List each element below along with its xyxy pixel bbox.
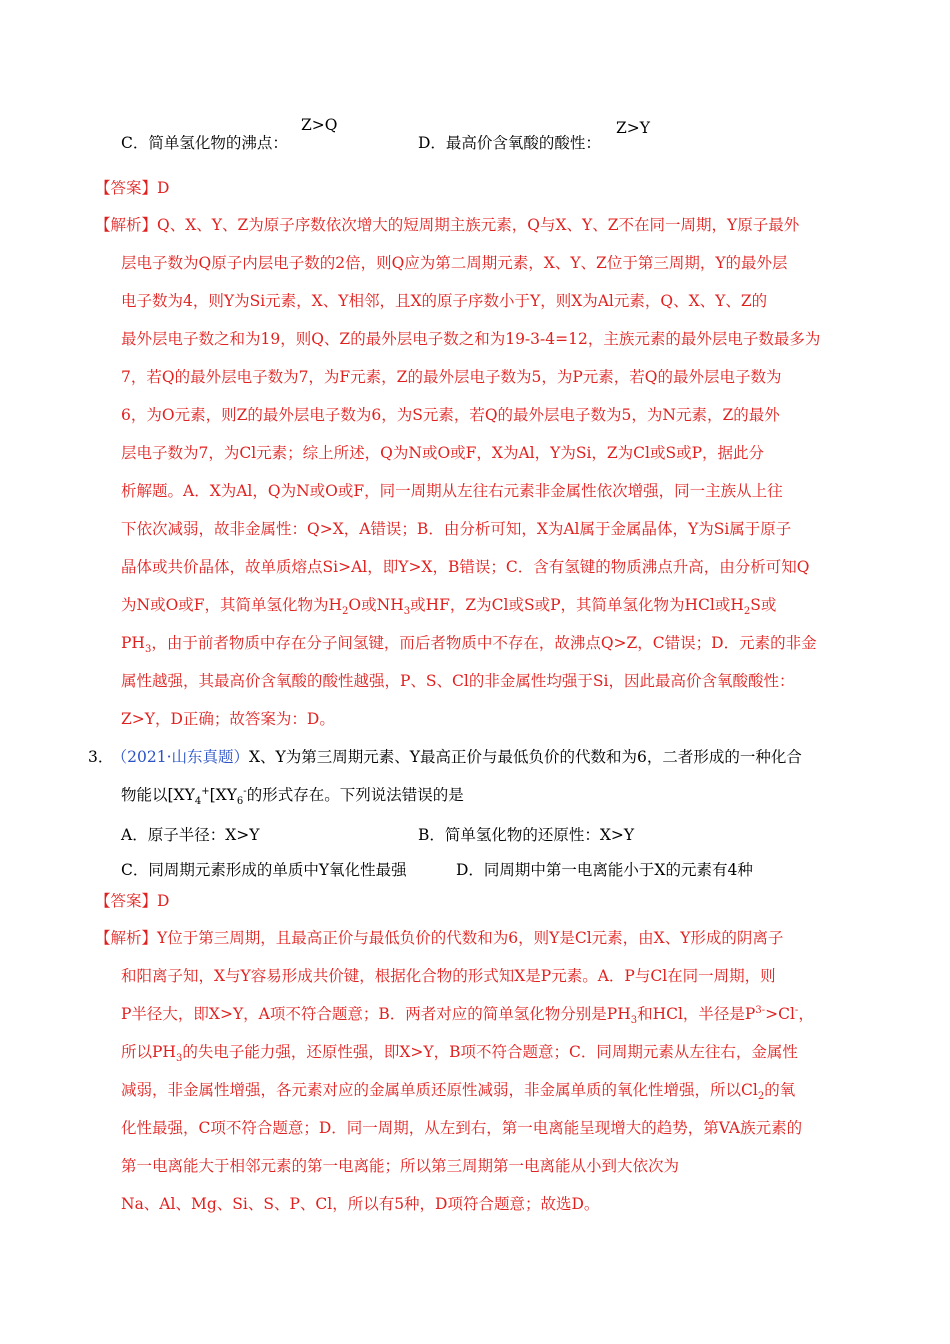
text-fragment: ， — [798, 1005, 814, 1023]
subscript: 3 — [175, 1053, 183, 1065]
text-fragment: P半径大，即X>Y，A项不符合题意；B．两者对应的简单氢化物分别是PH — [121, 1005, 631, 1023]
answer-tag: 【答案】 — [95, 179, 158, 197]
analysis-line: 和阳离子知，X与Y容易形成共价键，根据化合物的形式知X是P元素。A．P与Cl在同一周期，则 — [121, 967, 776, 985]
subscript: 2 — [743, 606, 751, 618]
text-fragment: >Cl — [765, 1005, 795, 1023]
analysis-line — [95, 215, 799, 235]
q3-option-c: C．同周期元素形成的单质中Y氧化性最强 — [121, 861, 407, 879]
text-fragment: 的失电子能力强，还原性强，即X>Y，B项不符合题意；C．同周期元素从左往右，金属性 — [182, 1043, 798, 1061]
analysis-line: 晶体或共价晶体，故单质熔点Si>Al，即Y>X，B错误；C．含有氢键的物质沸点升高，由分析可知Q — [121, 558, 810, 576]
analysis-line: 最外层电子数之和为19，则Q、Z的最外层电子数之和为19-3-4=12，主族元素的最外层电子数最多为 — [121, 330, 821, 348]
text-fragment: 和HCl，半径是P — [637, 1005, 756, 1023]
answer-tag: 【答案】 — [95, 892, 158, 910]
analysis-line: Na、Al、Mg、Si、S、P、Cl，所以有5种，D项符合题意；故选D。 — [121, 1195, 600, 1213]
stem-text: X、Y为第三周期元素、Y最高正价与最低负价的代数和为6，二者形成的一种化合 — [249, 748, 802, 766]
text-fragment: PH — [121, 634, 145, 652]
text-fragment: O或NH — [348, 596, 404, 614]
analysis-tag: 【解析】 — [95, 216, 158, 234]
question-3-stem — [88, 747, 802, 767]
answer-value: D — [157, 179, 170, 197]
analysis-line: Z>Y，D正确；故答案为：D。 — [121, 710, 335, 728]
analysis-line — [121, 1004, 814, 1027]
answer-value: D — [157, 892, 170, 910]
text-fragment: 所以PH — [121, 1043, 176, 1061]
analysis-text: Q、X、Y、Z为原子序数依次增大的短周期主族元素，Q与X、Y、Z不在同一周期，Y原子最外 — [157, 216, 800, 234]
analysis-line: 6，为O元素，则Z的最外层电子数为6，为S元素，若Q的最外层电子数为5，为N元素，Z的最外 — [121, 406, 780, 424]
text-fragment: 的形式存在。下列说法错误的是 — [246, 786, 464, 804]
subscript: 3 — [403, 606, 411, 618]
q3-option-d: D．同周期中第一电离能小于X的元素有4种 — [456, 861, 753, 879]
superscript: 3- — [755, 1004, 766, 1016]
question-source: （2021·山东真题） — [119, 748, 249, 766]
text-fragment: ，由于前者物质中存在分子间氢键，而后者物质中不存在，故沸点Q>Z，C错误；D．元素的非金 — [151, 634, 817, 652]
superscript: - — [243, 785, 247, 797]
answer-line — [95, 178, 169, 198]
question-3-stem-line2 — [121, 785, 464, 808]
subscript: 6 — [236, 796, 244, 808]
subscript: 2 — [342, 606, 349, 618]
option-d-formula: Z>Y — [616, 119, 650, 137]
question-number: 3． — [88, 748, 114, 766]
analysis-text: Y位于第三周期，且最高正价与最低负价的代数和为6，则Y是Cl元素，由X、Y形成的阴离子 — [157, 929, 784, 947]
analysis-line — [95, 928, 783, 948]
text-fragment: 减弱，非金属性增强，各元素对应的金属单质还原性减弱，非金属单质的氧化性增强，所以Cl — [121, 1081, 758, 1099]
q3-option-b: B．简单氢化物的还原性：X>Y — [418, 826, 635, 844]
text-fragment: 为N或O或F，其简单氢化物为H — [121, 596, 343, 614]
analysis-line: 下依次减弱，故非金属性：Q>X，A错误；B．由分析可知，X为Al属于金属晶体，Y为Si属于原子 — [121, 520, 792, 538]
analysis-tag: 【解析】 — [95, 929, 158, 947]
text-fragment: S或 — [750, 596, 777, 614]
answer-line — [95, 891, 169, 911]
analysis-line: 层电子数为Q原子内层电子数的2倍，则Q应为第二周期元素，X、Y、Z位于第三周期，Y的最外层 — [121, 254, 788, 272]
subscript: 4 — [194, 796, 202, 808]
text-fragment: 物能以[XY — [121, 786, 195, 804]
analysis-line — [121, 633, 817, 656]
text-fragment: 或HF，Z为Cl或S或P，其简单氢化物为HCl或H — [410, 596, 744, 614]
option-c-formula: Z>Q — [301, 116, 338, 134]
analysis-line: 层电子数为7，为Cl元素；综上所述，Q为N或O或F，X为Al，Y为Si，Z为Cl或S或P，据此分 — [121, 444, 765, 462]
subscript: 3 — [630, 1015, 638, 1027]
option-d-label: D．最高价含氧酸的酸性： — [418, 134, 601, 152]
analysis-line — [121, 595, 777, 618]
analysis-line: 属性越强，其最高价含氧酸的酸性越强，P、S、Cl的非金属性均强于Si，因此最高价含氧酸酸性： — [121, 672, 795, 690]
analysis-line: 7，若Q的最外层电子数为7，为F元素，Z的最外层电子数为5，为P元素，若Q的最外层电子数为 — [121, 368, 782, 386]
analysis-line — [121, 1042, 798, 1065]
text-fragment: [XY — [209, 786, 237, 804]
subscript: 3 — [144, 644, 152, 656]
text-fragment: 的氧 — [764, 1081, 796, 1099]
analysis-line: 第一电离能大于相邻元素的第一电离能；所以第三周期第一电离能从小到大依次为 — [121, 1157, 680, 1175]
q3-option-a: A．原子半径：X>Y — [121, 826, 260, 844]
superscript: - — [794, 1004, 799, 1016]
analysis-line: 化性最强，C项不符合题意；D．同一周期，从左到右，第一电离能呈现增大的趋势，第VA族元素的 — [121, 1119, 803, 1137]
superscript: + — [201, 785, 210, 797]
analysis-line: 电子数为4，则Y为Si元素，X、Y相邻，且X的原子序数小于Y，则X为Al元素，Q、X、Y、Z的 — [121, 292, 768, 310]
analysis-line — [121, 1080, 796, 1103]
subscript: 2 — [757, 1091, 765, 1103]
analysis-line: 析解题。A．X为Al，Q为N或O或F，同一周期从左往右元素非金属性依次增强，同一主族从上往 — [121, 482, 783, 500]
option-c-label: C．简单氢化物的沸点： — [121, 134, 288, 152]
